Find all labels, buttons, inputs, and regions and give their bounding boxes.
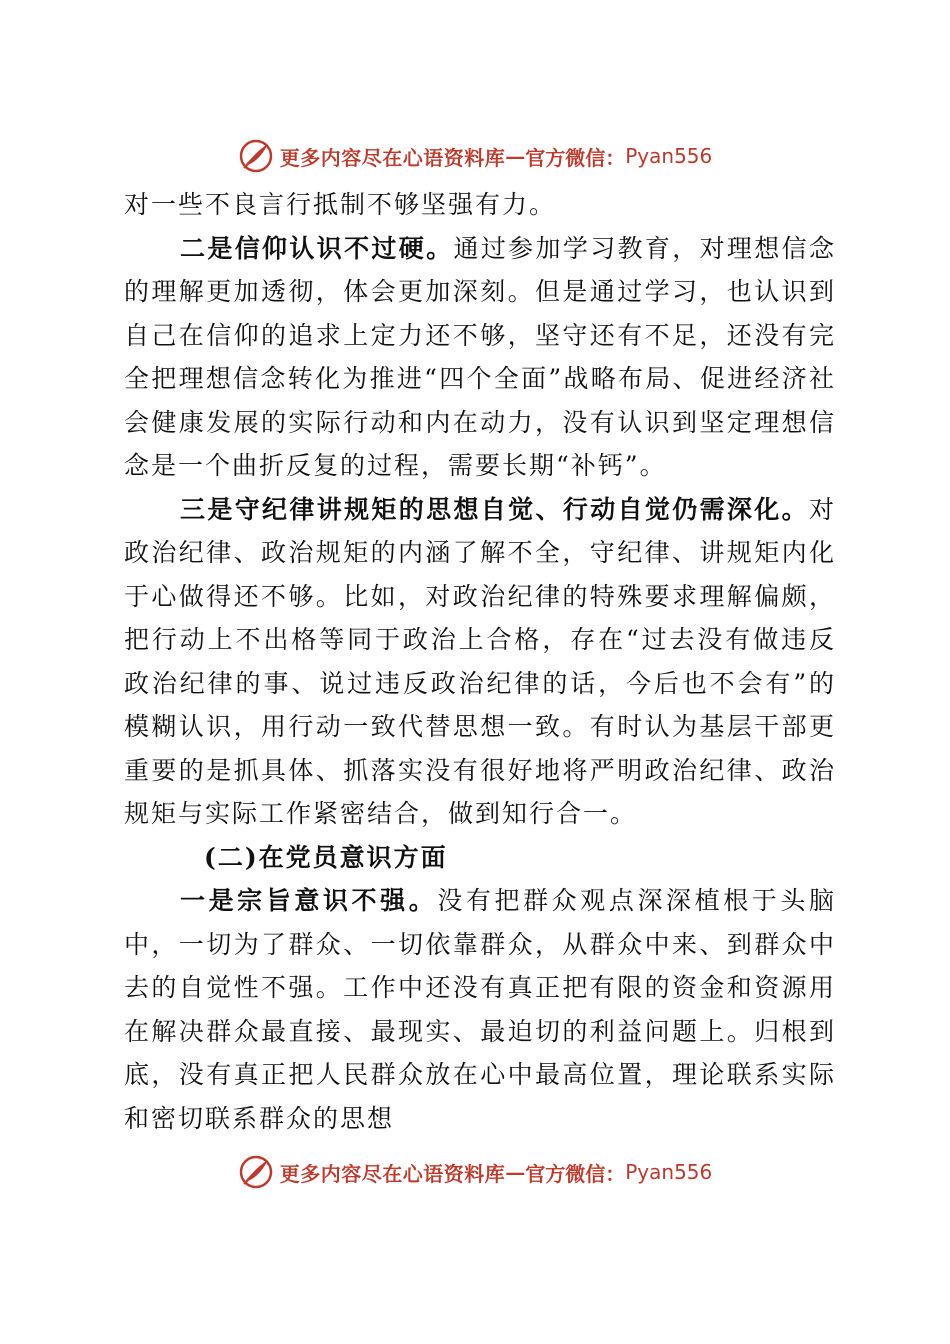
- watermark-wechat-label: 官方微信：: [525, 1161, 626, 1186]
- watermark-wechat-id: Pyan556: [625, 144, 713, 168]
- watermark-brand: 更多内容尽在心语资料库: [279, 145, 506, 170]
- paragraph-lead: 一是宗旨意识不强。: [180, 886, 438, 915]
- paragraph-continuation: 对一些不良言行抵制不够坚强有力。: [124, 190, 557, 219]
- header-watermark: [0, 136, 950, 176]
- watermark-brand: 更多内容尽在心语资料库: [279, 1161, 506, 1186]
- watermark-wechat-id: Pyan556: [625, 1160, 713, 1184]
- watermark-dash: —: [505, 1160, 526, 1184]
- watermark-wechat-label: 官方微信：: [525, 145, 626, 170]
- paragraph-purpose: 一是宗旨意识不强。没有把群众观点深深植根于头脑中，一切为了群众、一切依靠群众，从群众中来、到群众中去的自觉性不强。工作中还没有真正把有限的资金和资源用在解决群众最直接、最现实、最迫切的利益问题上。归根到底，没有真正把人民群众放在心中最高位置，理论联系实际和密切联系群众的思想: [124, 886, 836, 1133]
- quill-logo-icon: [238, 1154, 274, 1190]
- section-heading: (二)在党员意识方面: [204, 842, 448, 872]
- paragraph-belief: 二是信仰认识不过硬。通过参加学习教育，对理想信念的理解更加透彻，体会更加深刻。但是通过学习，也认识到自己在信仰的追求上定力还不够，坚守还有不足，还没有完全把理想信念转化为推进“四个全面”战略布局、促进经济社会健康发展的实际行动和内在动力，没有认识到坚定理想信念是一个曲折反复的过程，需要长期“补钙”。: [124, 233, 836, 480]
- document-body: [124, 183, 836, 1140]
- paragraph-lead: 二是信仰认识不过硬。: [180, 233, 454, 263]
- watermark-dash: —: [505, 144, 526, 168]
- footer-watermark: [0, 1152, 950, 1192]
- paragraph-lead: 三是守纪律讲规矩的思想自觉、行动自觉仍需深化。: [180, 494, 809, 524]
- quill-logo-icon: [238, 138, 274, 174]
- paragraph-discipline: 三是守纪律讲规矩的思想自觉、行动自觉仍需深化。对政治纪律、政治规矩的内涵了解不全，守纪律、讲规矩内化于心做得还不够。比如，对政治纪律的特殊要求理解偏颇，把行动上不出格等同于政治上合格，存在“过去没有做违反政治纪律的事、说过违反政治纪律的话，今后也不会有”的模糊认识，用行动一致代替思想一致。有时认为基层干部更重要的是抓具体、抓落实没有很好地将严明政治纪律、政治规矩与实际工作紧密结合，做到知行合一。: [124, 494, 836, 828]
